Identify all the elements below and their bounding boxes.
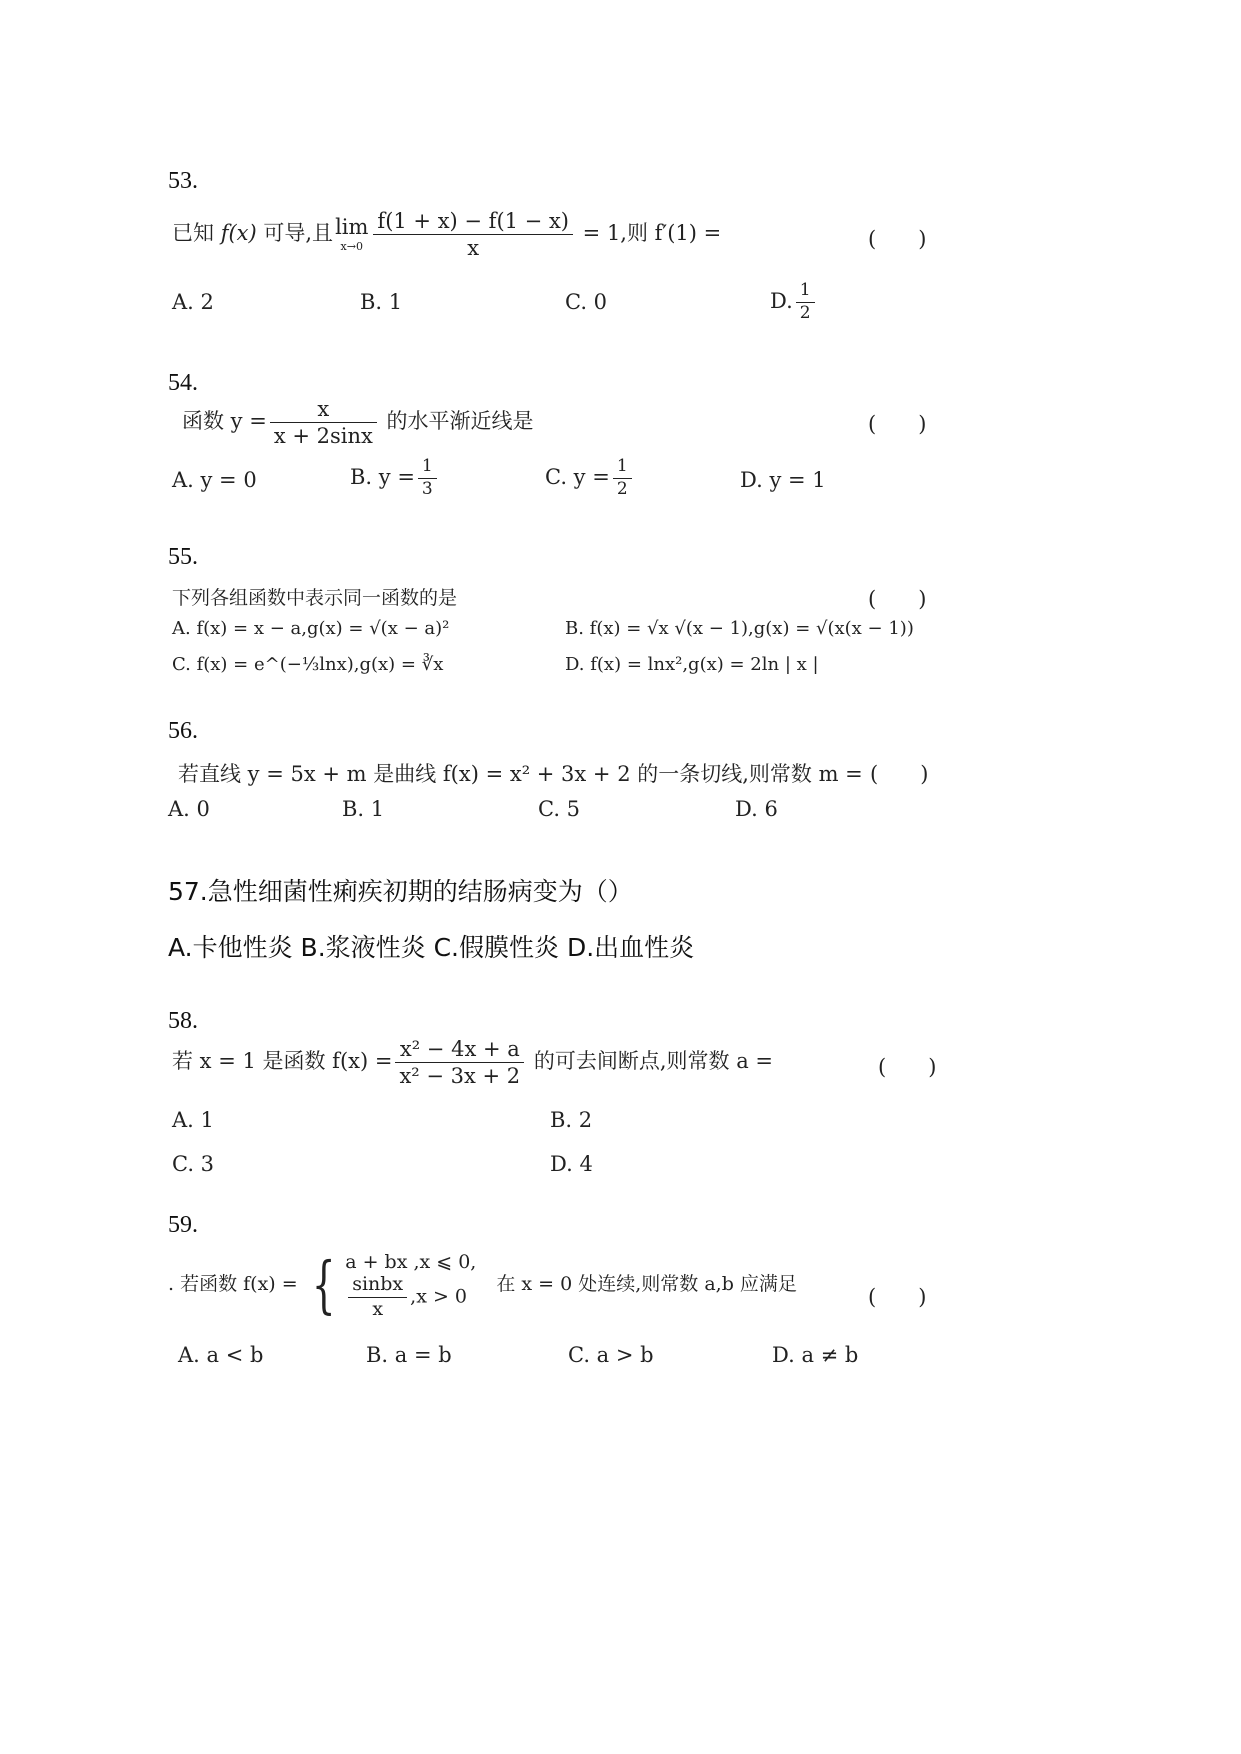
question-56-number: 56. [168,718,198,744]
q56-answer-paren: ( ) [870,762,929,786]
question-54-number: 54. [168,370,198,396]
question-53-stem [172,210,721,259]
q56-option-a: A. 0 [168,797,210,821]
q55-option-d: D. f(x) = lnx²,g(x) = 2ln | x | [565,654,819,675]
q58-answer-paren: ( ) [878,1055,937,1079]
q53-option-d-label: D. [770,288,793,313]
q58-stem-pre: 若 x = 1 是函数 f(x) = [172,1049,393,1074]
q56-option-d: D. 6 [735,797,778,821]
question-56-stem: 若直线 y = 5x + m 是曲线 f(x) = x² + 3x + 2 的一条切线,则常数 m = [178,762,863,786]
q59-stem-pre: . 若函数 f(x) = [168,1272,298,1295]
q54-option-c-label: C. y = [545,464,610,489]
q58-frac-den: x² − 3x + 2 [399,1064,521,1089]
q59-option-b: B. a = b [366,1343,452,1367]
question-57-stem: 57.急性细菌性痢疾初期的结肠病变为（） [168,877,633,906]
q59-case-2-fraction [348,1272,407,1320]
question-59-number: 59. [168,1212,198,1238]
q53-option-d-den: 2 [799,302,811,323]
q59-cases [345,1250,476,1320]
q54-option-b-den: 3 [421,478,433,499]
q54-option-c-den: 2 [616,478,628,499]
q59-option-c: C. a > b [568,1343,654,1367]
q53-fx: f(x) [220,221,257,246]
q53-lim-text: lim [335,215,369,240]
q54-option-b-label: B. y = [350,464,415,489]
q58-option-b: B. 2 [550,1108,593,1132]
q59-stem-post: 在 x = 0 处连续,则常数 a,b 应满足 [496,1272,797,1295]
q53-option-d-num: 1 [796,282,815,303]
question-55-stem: 下列各组函数中表示同一函数的是 [172,587,458,609]
q59-brace: { [311,1247,336,1321]
q54-fraction [270,398,377,447]
q54-option-c-num: 1 [613,458,632,479]
q54-option-c [545,458,635,499]
q54-frac-den: x + 2sinx [273,424,373,449]
q59-option-a: A. a < b [178,1343,264,1367]
q54-answer-paren: ( ) [868,412,927,436]
q55-answer-paren: ( ) [868,587,927,611]
q54-option-d: D. y = 1 [740,468,826,492]
q59-case-2-num: sinbx [348,1275,407,1298]
q58-option-c: C. 3 [172,1152,215,1176]
q54-option-a: A. y = 0 [172,468,257,492]
q59-answer-paren: ( ) [868,1285,927,1309]
q55-option-c: C. f(x) = e^(−⅓lnx),g(x) = ∛x [172,654,444,675]
question-58-stem [172,1038,773,1087]
q53-option-b: B. 1 [360,290,403,314]
q55-option-a: A. f(x) = x − a,g(x) = √(x − a)² [172,618,450,639]
q53-answer-paren: ( ) [868,227,927,251]
q53-option-d-fraction [796,282,815,323]
q53-lim-sub: x→0 [340,240,363,254]
q59-case-1: a + bx ,x ⩽ 0, [345,1251,477,1273]
q58-fraction [395,1038,524,1087]
q54-stem-pre: 函数 y = [182,409,267,434]
q58-stem-post: 的可去间断点,则常数 a = [527,1049,774,1074]
question-54-stem [182,398,534,447]
q53-option-d [770,282,818,323]
q56-option-b: B. 1 [342,797,385,821]
q54-option-b-fraction [418,458,437,499]
q54-stem-post: 的水平渐近线是 [379,409,534,434]
q59-option-d: D. a ≠ b [772,1343,859,1367]
q59-case-2-den: x [372,1297,384,1320]
q59-case-2 [345,1272,476,1320]
q55-option-b: B. f(x) = √x √(x − 1),g(x) = √(x(x − 1)) [565,618,914,639]
q54-option-b-num: 1 [418,458,437,479]
q58-frac-num: x² − 4x + a [395,1038,524,1063]
q53-limit [335,217,368,252]
q53-stem-mid: 可导,且 [256,221,334,246]
q57-options: A.卡他性炎 B.浆液性炎 C.假膜性炎 D.出血性炎 [168,933,695,962]
q56-option-c: C. 5 [538,797,581,821]
q54-frac-num: x [270,398,377,423]
q53-option-a: A. 2 [172,290,214,314]
q53-fraction [373,210,573,259]
q53-frac-den: x [467,236,480,261]
q53-option-c: C. 0 [565,290,608,314]
q53-frac-num: f(1 + x) − f(1 − x) [373,210,573,235]
q53-stem-pre: 已知 [172,221,221,246]
question-58-number: 58. [168,1008,198,1034]
q53-stem-post: = 1,则 f′(1) = [576,221,722,246]
question-55-number: 55. [168,544,198,570]
question-53-number: 53. [168,168,198,194]
q54-option-b [350,458,440,499]
q54-option-c-fraction [613,458,632,499]
question-59-stem [168,1247,797,1321]
q58-option-a: A. 1 [172,1108,214,1132]
q58-option-d: D. 4 [550,1152,593,1176]
q59-case-2-cond: ,x > 0 [410,1285,467,1308]
